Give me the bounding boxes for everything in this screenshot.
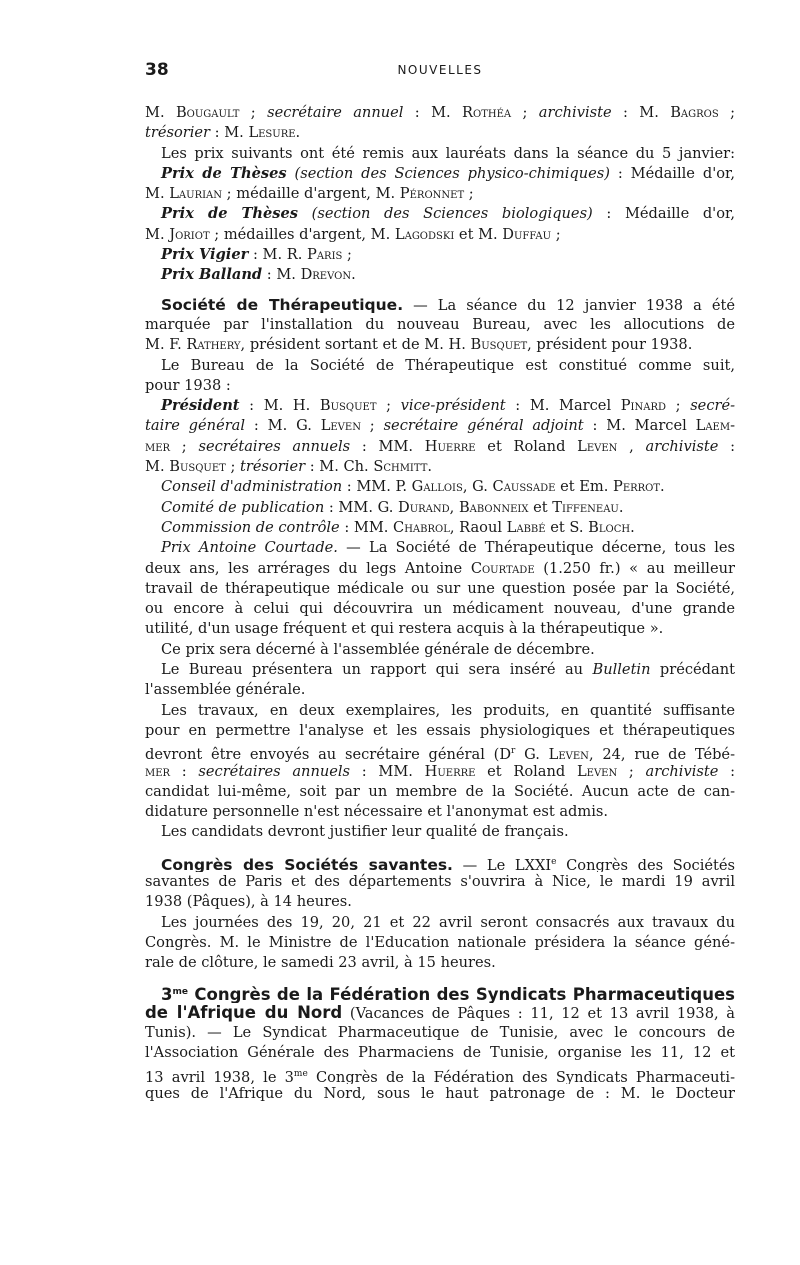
- text-run: ,: [449, 498, 459, 516]
- text-run: Leven: [577, 437, 618, 455]
- text-run: me: [293, 1068, 308, 1079]
- text-run: , Raoul: [449, 518, 507, 536]
- text-run: , président pour 1938.: [527, 336, 693, 354]
- text-run: Conseil d'administration: [161, 478, 343, 496]
- text-run: l'assemblée générale.: [145, 681, 306, 699]
- text-line: [145, 579, 735, 599]
- text-run: — Le LXXI: [452, 856, 552, 872]
- text-run: (Vacances de Pâques : 11, 12 et 13 avril 1938, à: [342, 1004, 735, 1022]
- text-line: [145, 701, 735, 721]
- text-run: Ce prix sera décerné à l'assemblée générale de décembre.: [161, 640, 595, 658]
- text-run: Laurian: [169, 185, 223, 203]
- text-run: Huerre: [424, 762, 476, 780]
- text-line: [145, 295, 735, 315]
- text-line: [145, 933, 735, 953]
- text-run: Bagros: [670, 104, 719, 121]
- text-run: : M. Marcel: [583, 417, 696, 435]
- text-run: : MM. P.: [342, 478, 412, 496]
- text-run: e: [551, 856, 557, 867]
- text-line: [145, 164, 735, 184]
- text-line: [145, 477, 735, 497]
- text-run: et M.: [454, 225, 503, 243]
- text-line: [145, 265, 735, 285]
- text-run: ;: [376, 397, 401, 415]
- text-run: ;: [342, 246, 352, 264]
- text-run: archiviste: [645, 762, 719, 780]
- text-line: [145, 913, 735, 933]
- text-run: pour en permettre l'analyse et les essais physiologiques et thérapeutiques: [145, 721, 735, 739]
- section-gap: [145, 843, 735, 852]
- text-run: trésorier: [145, 124, 211, 142]
- text-run: 13 avril 1938, le 3: [145, 1068, 294, 1084]
- article-body: [145, 103, 735, 1104]
- text-run: secrétaires annuels: [198, 762, 351, 780]
- text-run: mer: [145, 762, 171, 780]
- text-run: : M.: [210, 124, 249, 142]
- text-run: Rathery: [186, 336, 241, 354]
- text-run: Perrot.: [613, 478, 665, 496]
- text-line: [145, 184, 735, 204]
- text-run: M.: [145, 225, 170, 243]
- text-run: rale de clôture, le samedi 23 avril, à 15 heures.: [145, 954, 496, 972]
- text-run: Bloch.: [588, 518, 635, 536]
- text-line: [145, 1084, 735, 1104]
- text-line: [145, 953, 735, 973]
- text-run: M.: [145, 104, 176, 121]
- text-run: et S.: [545, 518, 589, 536]
- text-run: ;: [464, 185, 474, 203]
- text-run: Les prix suivants ont été remis aux lauréats dans la séance du 5 janvier:: [161, 144, 735, 162]
- text-run: Huerre: [424, 437, 476, 455]
- text-line: [145, 416, 735, 436]
- text-run: ;: [239, 104, 268, 121]
- text-run: Chabrol: [393, 518, 450, 536]
- text-run: archiviste: [538, 104, 612, 121]
- text-run: candidat lui-même, soit par un membre de la Société. Aucun acte de can-: [145, 782, 735, 800]
- section-gap: [145, 286, 735, 295]
- text-run: : MM. G.: [324, 498, 399, 516]
- text-run: secrétaire annuel: [267, 104, 404, 121]
- text-line: [145, 721, 735, 741]
- text-run: Les candidats devront justifier leur qualité de français.: [161, 823, 569, 841]
- text-line: [145, 315, 735, 335]
- text-run: : M. Marcel: [505, 397, 621, 415]
- text-run: travail de thérapeutique médicale ou sur une question posée par la Société,: [145, 579, 735, 597]
- text-run: Caussade: [492, 478, 556, 496]
- text-line: [145, 144, 735, 164]
- text-run: Leven: [576, 762, 618, 780]
- text-line: [145, 538, 735, 558]
- text-run: : MM.: [339, 518, 394, 536]
- text-run: Bougault: [175, 104, 240, 121]
- text-run: Le Bureau de la Société de Thérapeutique est constitué comme suit,: [161, 356, 735, 374]
- text-line: [145, 1023, 735, 1043]
- text-run: Congrès de la Fédération des Syndicats Pharmaceutiques: [187, 985, 735, 1003]
- section-gap: [145, 973, 735, 982]
- text-run: : M.: [403, 104, 463, 121]
- text-run: et Roland: [475, 437, 578, 455]
- text-run: pour 1938 :: [145, 376, 231, 394]
- text-run: G.: [515, 746, 549, 762]
- text-run: Péronnet: [399, 185, 465, 203]
- text-line: [145, 123, 735, 143]
- text-line: [145, 518, 735, 538]
- text-run: Prix Antoine Courtade.: [161, 539, 338, 557]
- text-line: [145, 822, 735, 842]
- text-run: ; médaille d'argent, M.: [222, 185, 400, 203]
- text-run: Congrès des Sociétés savantes.: [161, 855, 453, 872]
- text-run: — La séance du 12 janvier 1938 a été: [403, 296, 735, 314]
- text-run: M.: [145, 458, 170, 476]
- text-line: [145, 782, 735, 802]
- text-run: : M.: [611, 104, 671, 121]
- text-line: [145, 982, 735, 1002]
- text-run: me: [172, 987, 188, 998]
- text-run: Busquet: [470, 336, 528, 354]
- text-run: Labbé: [506, 518, 546, 536]
- text-run: Congrès de la Fédération des Syndicats Pharmaceuti-: [307, 1068, 735, 1084]
- text-run: (section des Sciences physico-chimiques): [286, 164, 610, 182]
- text-run: : M. G.: [245, 417, 321, 435]
- text-line: [145, 335, 735, 355]
- text-run: Busquet: [319, 397, 377, 415]
- text-line: [145, 802, 735, 822]
- text-run: Busquet: [169, 458, 226, 476]
- text-run: précédant: [650, 661, 735, 679]
- text-run: , G.: [462, 478, 493, 496]
- text-line: [145, 599, 735, 619]
- text-run: : Médaille d'or,: [609, 164, 735, 182]
- text-run: l'Association Générale des Pharmaciens de Tunisie, organise les 11, 12 et: [145, 1044, 735, 1062]
- text-run: ,: [617, 437, 646, 455]
- text-line: [145, 498, 735, 518]
- text-line: [145, 741, 735, 761]
- text-run: 1938 (Pâques), à 14 heures.: [145, 893, 352, 911]
- text-line: [145, 660, 735, 680]
- text-run: et Roland: [475, 762, 577, 780]
- text-line: [145, 1064, 735, 1084]
- text-run: Leven: [320, 417, 361, 435]
- page-header: [145, 60, 735, 84]
- text-run: Duffau: [502, 225, 552, 243]
- text-run: Congrès des Sociétés: [556, 856, 735, 872]
- text-run: Prix Vigier: [161, 246, 249, 264]
- text-run: : Médaille d'or,: [592, 205, 735, 223]
- text-line: [145, 559, 735, 579]
- text-run: de l'Afrique du Nord: [145, 1002, 343, 1022]
- text-run: ;: [666, 397, 691, 415]
- text-line: [145, 619, 735, 639]
- text-run: Babonneix: [458, 498, 529, 516]
- text-run: Tunis). — Le Syndicat Pharmaceutique de Tunisie, avec le concours de: [145, 1024, 735, 1042]
- text-run: archiviste: [645, 437, 719, 455]
- text-run: ;: [225, 458, 241, 476]
- running-title: NOUVELLES: [397, 63, 483, 77]
- text-run: Société de Thérapeutique.: [161, 295, 404, 314]
- text-run: marquée par l'installation du nouveau Bureau, avec les allocutions de: [145, 315, 735, 333]
- text-run: ;: [617, 762, 646, 780]
- text-run: : M. H.: [239, 397, 320, 415]
- text-run: Laem-: [695, 417, 735, 435]
- text-run: et: [528, 498, 553, 516]
- text-line: [145, 872, 735, 892]
- text-run: Joriot: [169, 225, 210, 243]
- text-run: didature personnelle n'est nécessaire et l'anonymat est admis.: [145, 803, 609, 821]
- text-run: Commission de contrôle: [161, 518, 340, 536]
- text-line: [145, 204, 735, 224]
- text-run: Paris: [307, 246, 343, 264]
- text-run: Comité de publication: [161, 498, 325, 516]
- text-run: Courtade: [470, 559, 535, 577]
- text-run: (1.250 fr.) « au meilleur: [534, 559, 735, 577]
- text-run: ;: [360, 417, 384, 435]
- text-run: ;: [551, 225, 561, 243]
- text-run: : MM.: [350, 437, 425, 455]
- text-line: [145, 1003, 735, 1023]
- text-run: M. F.: [145, 336, 187, 354]
- text-run: trésorier: [240, 458, 306, 476]
- text-run: Lesure.: [248, 124, 301, 142]
- text-run: M.: [145, 185, 170, 203]
- text-run: devront être envoyés au secrétaire général (D: [145, 746, 512, 762]
- text-run: , président sortant et de M. H.: [240, 336, 471, 354]
- text-line: [145, 376, 735, 396]
- text-run: mer: [145, 437, 171, 455]
- text-run: Lagodski: [394, 225, 455, 243]
- text-run: secré-: [690, 397, 735, 415]
- text-run: : M.: [262, 266, 301, 284]
- text-run: ;: [170, 437, 199, 455]
- text-run: Les journées des 19, 20, 21 et 22 avril seront consacrés aux travaux du: [161, 913, 735, 931]
- text-run: Président: [161, 397, 240, 415]
- text-line: [145, 437, 735, 457]
- text-run: Prix de Thèses: [161, 205, 299, 223]
- text-run: Pinard: [620, 397, 667, 415]
- page-number: 38: [145, 60, 169, 80]
- text-run: ;: [718, 104, 735, 121]
- text-run: ou encore à celui qui découvrira un médicament nouveau, d'une grande: [145, 600, 735, 618]
- text-line: [145, 103, 735, 123]
- text-run: ; médailles d'argent, M.: [209, 225, 395, 243]
- text-run: ques de l'Afrique du Nord, sous le haut patronage de : M. le Docteur: [145, 1084, 735, 1102]
- text-run: secrétaires annuels: [198, 437, 351, 455]
- text-run: Durand: [398, 498, 450, 516]
- text-run: :: [718, 762, 735, 780]
- text-run: Leven: [548, 746, 589, 762]
- text-run: Les travaux, en deux exemplaires, les produits, en quantité suffisante: [161, 701, 735, 719]
- text-line: [145, 680, 735, 700]
- text-line: [145, 892, 735, 912]
- text-run: vice-président: [400, 397, 506, 415]
- text-line: [145, 762, 735, 782]
- text-line: [145, 852, 735, 872]
- text-run: secrétaire général adjoint: [383, 417, 584, 435]
- text-run: Tiffeneau.: [552, 498, 624, 516]
- text-run: , 24, rue de Tébé-: [588, 746, 735, 762]
- text-run: Gallois: [411, 478, 463, 496]
- text-run: Prix Balland: [161, 266, 263, 284]
- text-run: Schmitt.: [373, 458, 433, 476]
- text-line: [145, 245, 735, 265]
- text-run: utilité, d'un usage fréquent et qui restera acquis à la thérapeutique ».: [145, 620, 664, 638]
- text-run: Drevon.: [300, 266, 356, 284]
- text-run: Le Bureau présentera un rapport qui sera inséré au: [161, 661, 593, 679]
- text-line: [145, 457, 735, 477]
- text-line: [145, 1043, 735, 1063]
- text-run: — La Société de Thérapeutique décerne, tous les: [337, 539, 735, 557]
- text-run: taire général: [145, 417, 246, 435]
- text-run: : M. Ch.: [305, 458, 374, 476]
- text-run: (section des Sciences biologiques): [298, 205, 593, 223]
- text-run: deux ans, les arrérages du legs Antoine: [145, 559, 471, 577]
- text-run: r: [511, 746, 516, 757]
- text-line: [145, 356, 735, 376]
- text-run: Rothéa: [462, 104, 512, 121]
- text-run: ;: [511, 104, 539, 121]
- text-run: : MM.: [350, 762, 425, 780]
- text-line: [145, 396, 735, 416]
- text-run: Congrès. M. le Ministre de l'Education nationale présidera la séance géné-: [145, 933, 735, 951]
- text-run: :: [170, 762, 199, 780]
- text-run: : M. R.: [248, 246, 308, 264]
- text-run: Bulletin: [592, 661, 651, 679]
- text-run: Prix de Thèses: [161, 164, 287, 182]
- text-run: savantes de Paris et des départements s'ouvrira à Nice, le mardi 19 avril: [145, 872, 735, 890]
- text-line: [145, 640, 735, 660]
- text-line: [145, 225, 735, 245]
- text-run: 3: [161, 985, 173, 1003]
- text-run: et Em.: [555, 478, 613, 496]
- text-run: :: [718, 437, 735, 455]
